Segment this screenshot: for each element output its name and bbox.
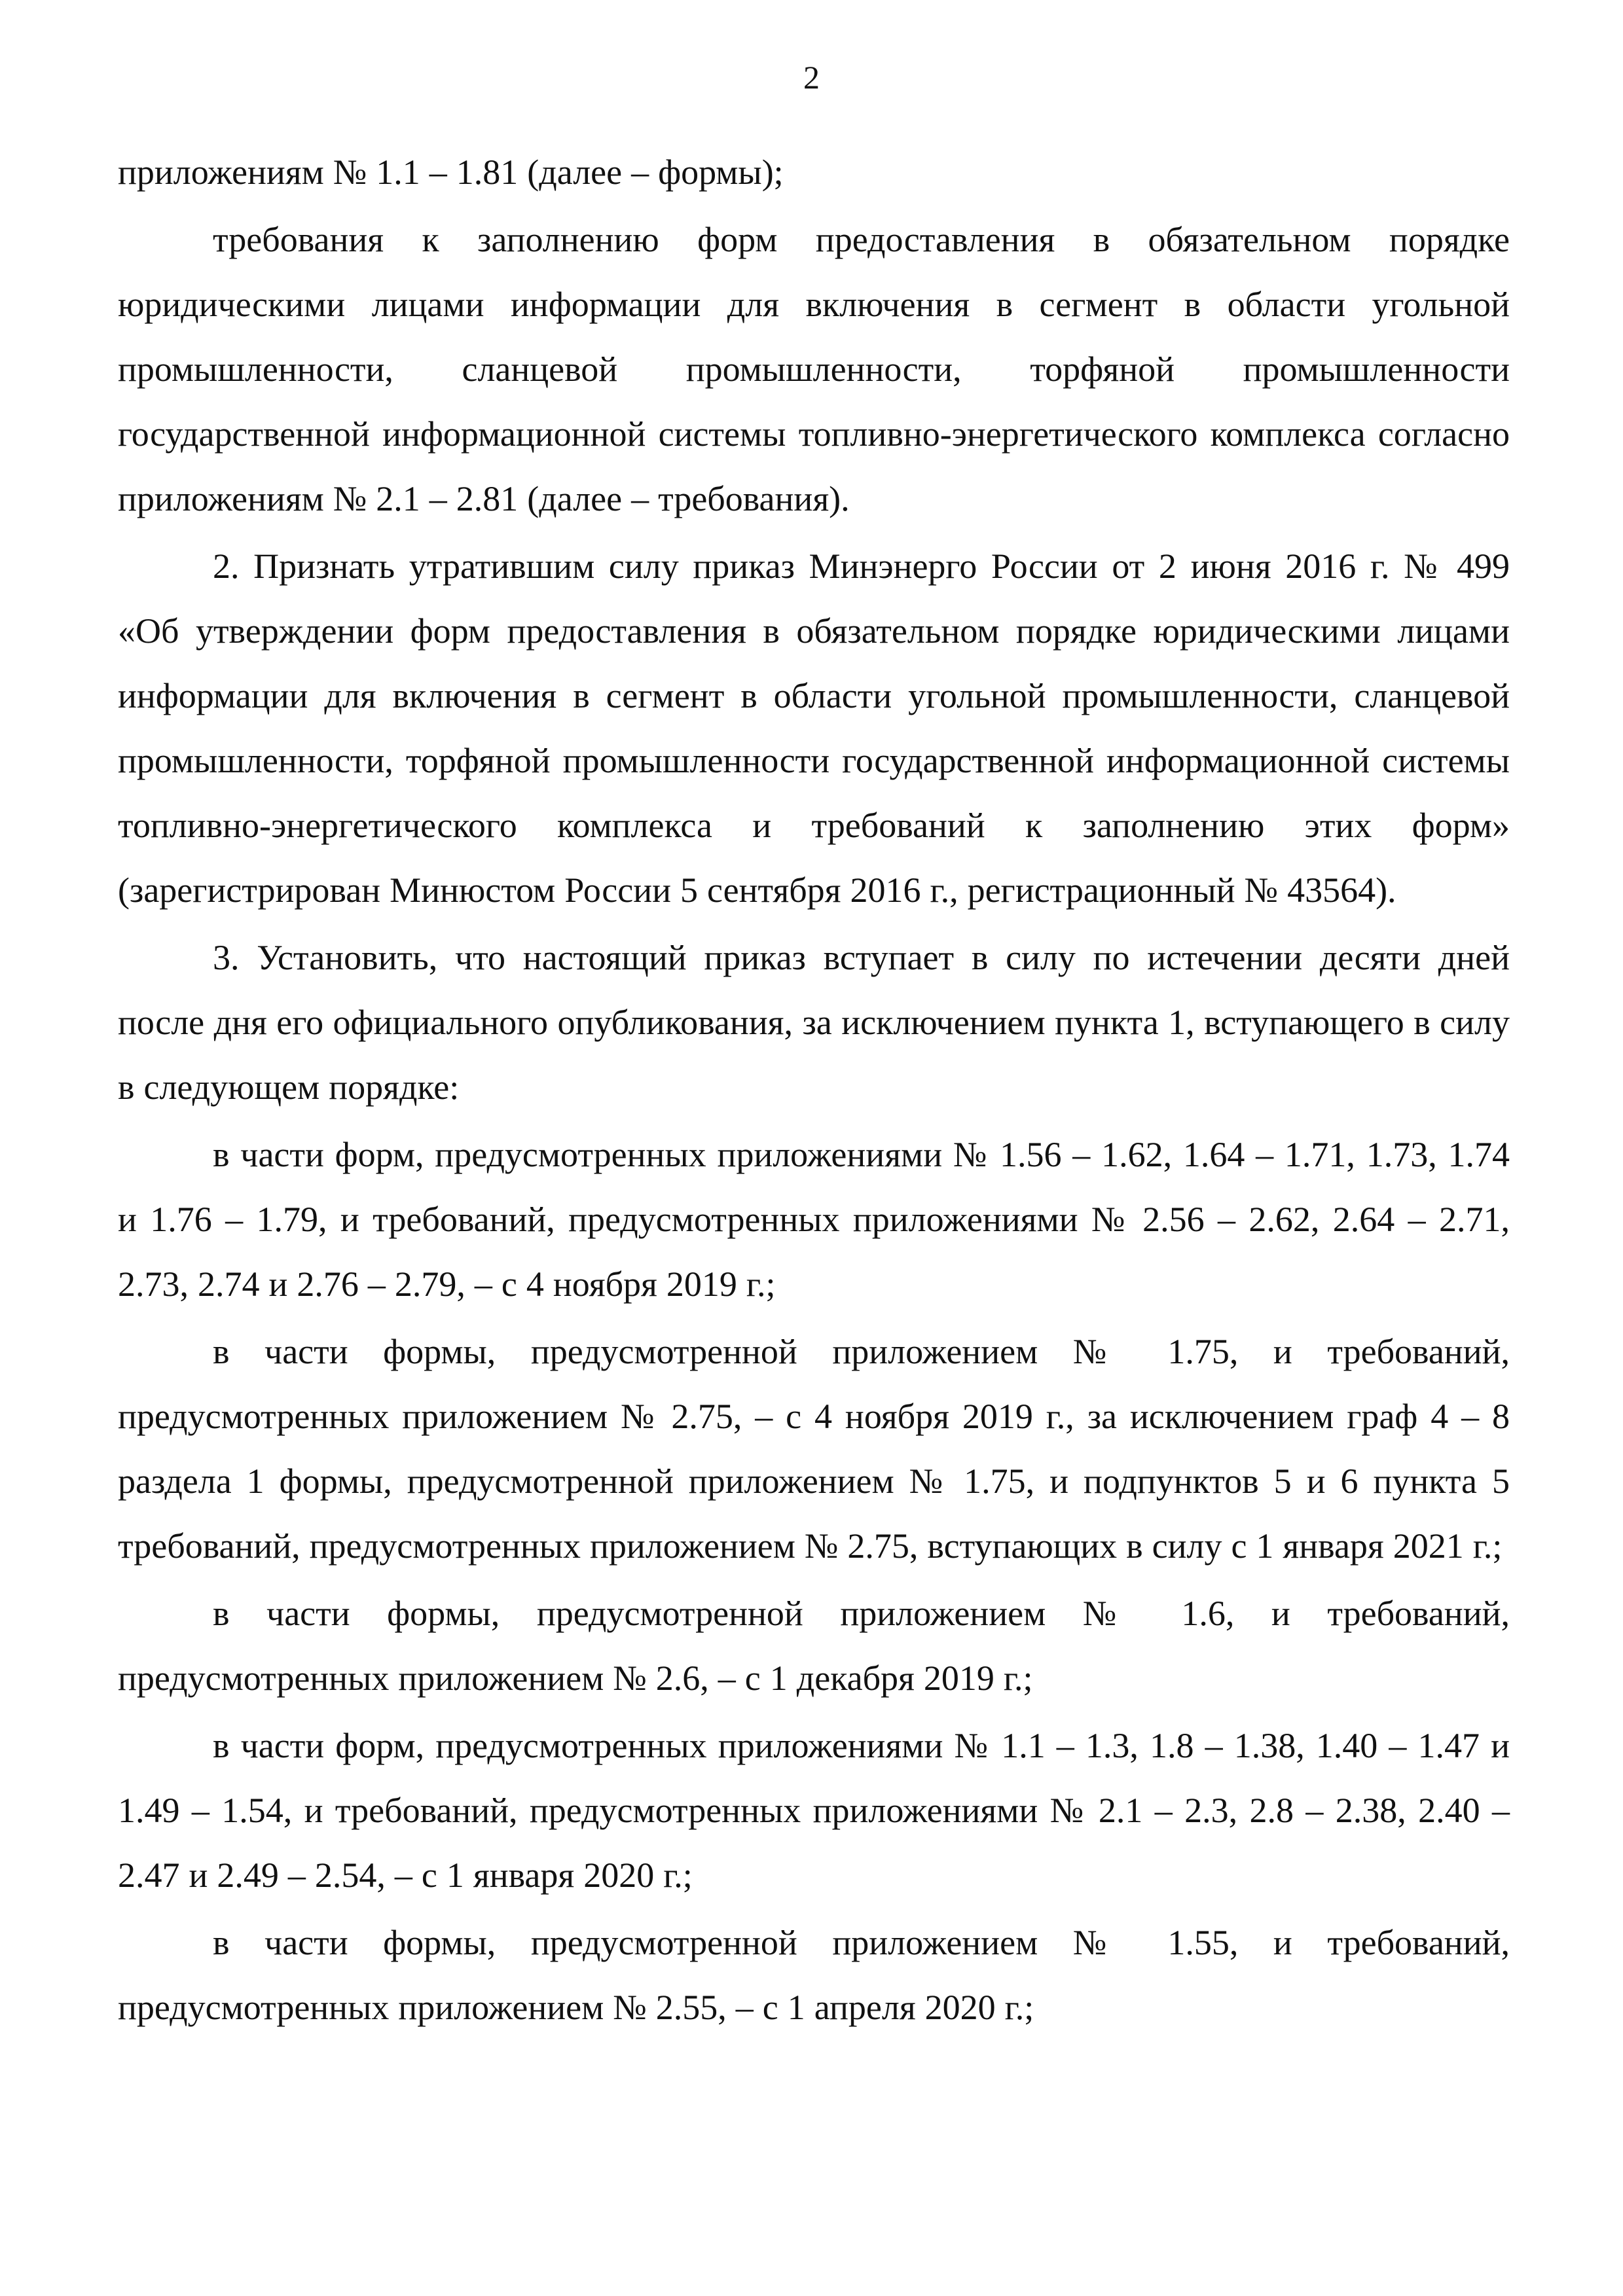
paragraph-requirements: требования к заполнению форм предоставления в обязательном порядке юридическими лицами информации для включения в сегмент в области угольной промышленности, сланцевой промышленности, торфяной промышленности государственной информационной системы топливно-энергетического комплекса согласно приложениям № 2.1 – 2.81 (далее – требования). xyxy=(118,220,1510,518)
paragraph-item-3: 3. Установить, что настоящий приказ вступает в силу по истечении десяти дней после дня его официального опубликования, за исключением пункта 1, вступающего в силу в следующем порядке: xyxy=(118,938,1510,1107)
paragraph-subitem-nov-2019: в части форм, предусмотренных приложениями № 1.56 – 1.62, 1.64 – 1.71, 1.73, 1.74 и 1.76 – 1.79, и требований, предусмотренных приложениями № 2.56 – 2.62, 2.64 – 2.71, 2.73, 2.74 и 2.76 – 2.79, – с 4 ноября 2019 г.; xyxy=(118,1135,1510,1304)
paragraph-subitem-apr-2020: в части формы, предусмотренной приложением № 1.55, и требований, предусмотренных приложением № 2.55, – с 1 апреля 2020 г.; xyxy=(118,1923,1510,2027)
paragraph-subitem-dec-2019: в части формы, предусмотренной приложением № 1.6, и требований, предусмотренных приложением № 2.6, – с 1 декабря 2019 г.; xyxy=(118,1594,1510,1698)
paragraph-subitem-form-1-75: в части формы, предусмотренной приложением № 1.75, и требований, предусмотренных приложением № 2.75, – с 4 ноября 2019 г., за исключением граф 4 – 8 раздела 1 формы, предусмотренной приложением № 1.75, и подпунктов 5 и 6 пункта 5 требований, предусмотренных приложением № 2.75, вступающих в силу с 1 января 2021 г.; xyxy=(118,1332,1510,1566)
paragraph-continuation: приложениям № 1.1 – 1.81 (далее – формы); xyxy=(118,152,784,192)
document-body xyxy=(118,140,1510,2043)
page-number: 2 xyxy=(803,59,820,96)
paragraph-item-2: 2. Признать утратившим силу приказ Минэнерго России от 2 июня 2016 г. № 499 «Об утверждении форм предоставления в обязательном порядке юридическими лицами информации для включения в сегмент в области угольной промышленности, сланцевой промышленности, торфяной промышленности государственной информационной системы топливно-энергетического комплекса и требований к заполнению этих форм» (зарегистрирован Минюстом России 5 сентября 2016 г., регистрационный № 43564). xyxy=(118,547,1510,910)
paragraph-subitem-jan-2020: в части форм, предусмотренных приложениями № 1.1 – 1.3, 1.8 – 1.38, 1.40 – 1.47 и 1.49 – 1.54, и требований, предусмотренных приложениями № 2.1 – 2.3, 2.8 – 2.38, 2.40 – 2.47 и 2.49 – 2.54, – с 1 января 2020 г.; xyxy=(118,1726,1510,1895)
